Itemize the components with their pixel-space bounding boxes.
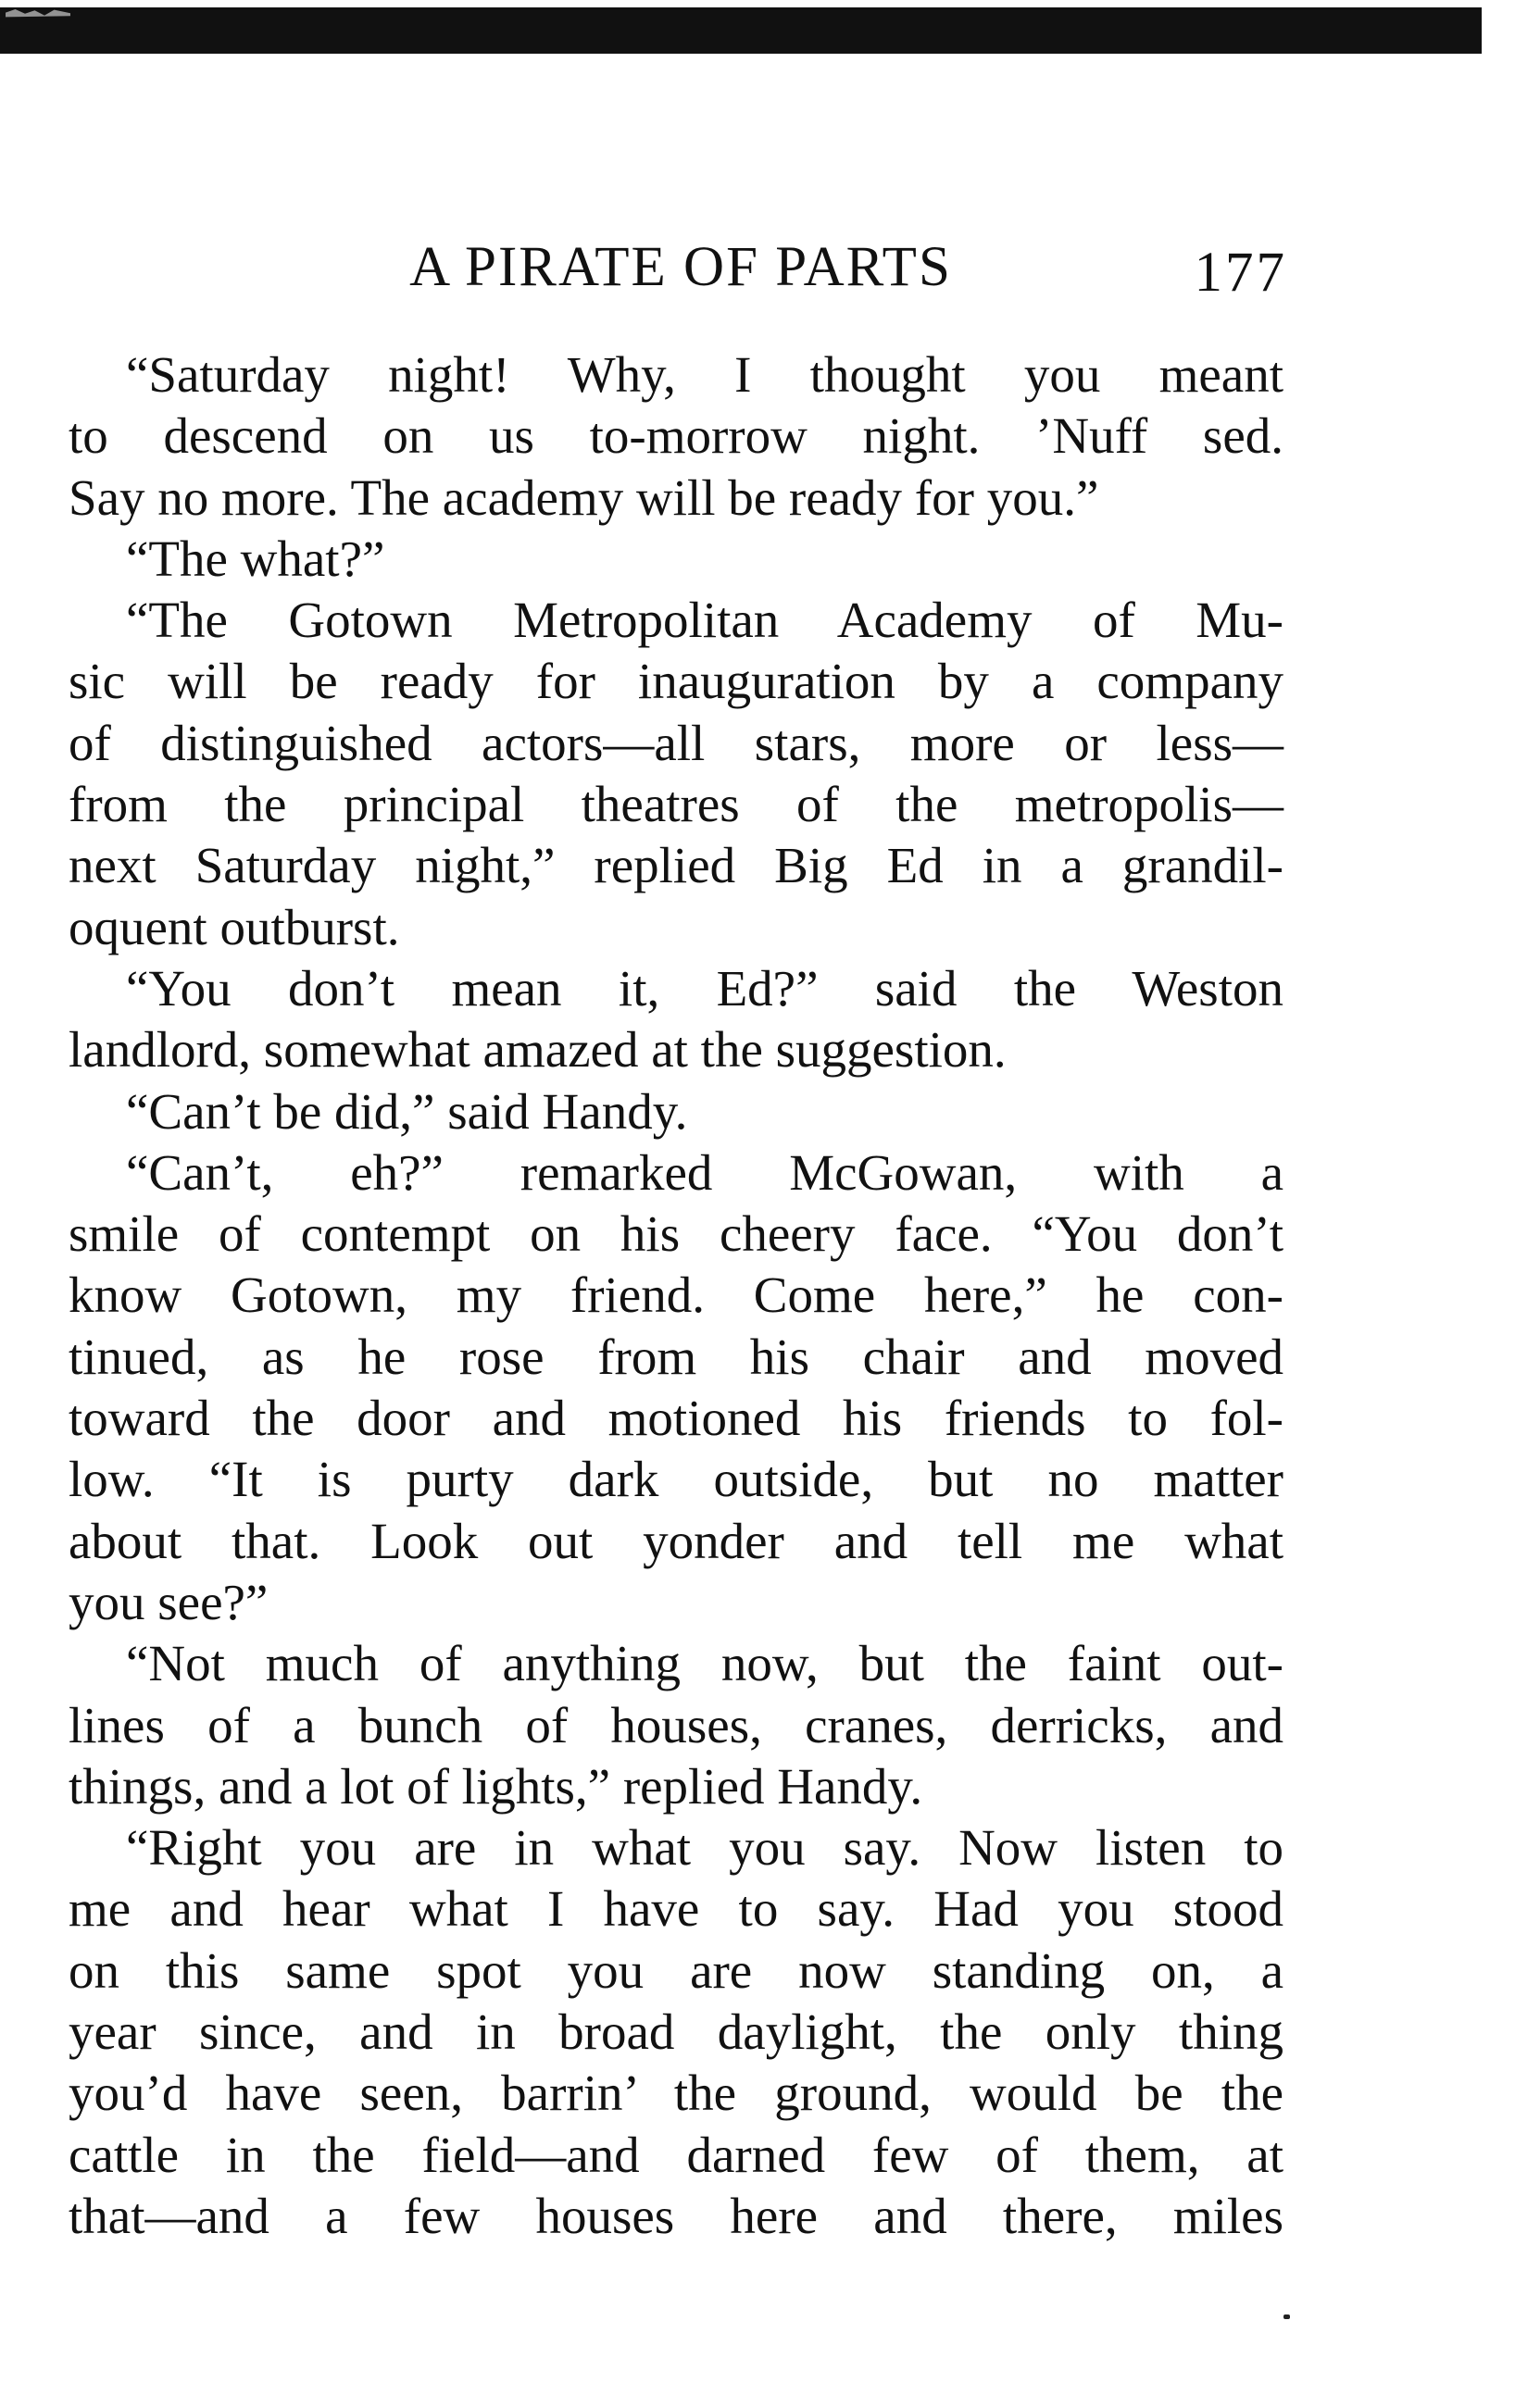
text-line: tinued, as he rose from his chair and moved [69,1328,1283,1385]
page-number: 177 [1194,242,1287,304]
text-line: about that. Look out yonder and tell me what [69,1512,1283,1569]
text-line: me and hear what I have to say. Had you stood [69,1880,1283,1938]
text-line: oquent outburst. [69,898,400,955]
text-line: on this same spot you are now standing on, a [69,1941,1283,1999]
text-line: sic will be ready for inauguration by a company [69,653,1283,710]
text-line: cattle in the field—and darned few of them, at [69,2126,1283,2183]
text-line: smile of contempt on his cheery face. “You don’t [69,1205,1283,1263]
running-header [74,226,1287,309]
text-line: toward the door and motioned his friends to fol- [69,1390,1283,1447]
scan-edge-mark [6,9,70,20]
text-line: “Saturday night! Why, I thought you meant [126,346,1283,403]
text-line: landlord, somewhat amazed at the suggestion. [69,1021,1007,1079]
text-line: that—and a few houses here and there, miles [69,2187,1283,2244]
running-title: A PIRATE OF PARTS [409,236,952,298]
print-speck [1283,2314,1290,2319]
scan-top-edge-bar [0,7,1482,54]
text-line: know Gotown, my friend. Come here,” he con- [69,1266,1283,1324]
body-text [69,344,1283,2247]
text-line: “Can’t, eh?” remarked McGowan, with a [126,1143,1283,1201]
text-line: “The what?” [126,530,385,587]
text-line: things, and a lot of lights,” replied Handy. [69,1757,923,1815]
text-line: from the principal theatres of the metropolis— [69,776,1283,833]
text-line: “You don’t mean it, Ed?” said the Weston [126,959,1283,1017]
text-line: “Right you are in what you say. Now listen to [126,1819,1283,1877]
text-line: next Saturday night,” replied Big Ed in a grandil- [69,837,1283,894]
text-line: “Can’t be did,” said Handy. [126,1082,688,1140]
text-line: low. “It is purty dark outside, but no matter [69,1451,1283,1508]
text-line: to descend on us to-morrow night. ’Nuff sed. [69,407,1283,465]
text-line: you see?” [69,1573,269,1630]
text-line: of distinguished actors—all stars, more or less— [69,714,1283,771]
text-line: “The Gotown Metropolitan Academy of Mu- [126,592,1283,649]
text-line: year since, and in broad daylight, the only thing [69,2003,1283,2061]
text-line: Say no more. The academy will be ready for you.” [69,468,1099,526]
text-line: you’d have seen, barrin’ the ground, would be the [69,2065,1283,2122]
text-line: lines of a bunch of houses, cranes, derricks, and [69,1696,1283,1753]
text-line: “Not much of anything now, but the faint out- [126,1635,1283,1692]
